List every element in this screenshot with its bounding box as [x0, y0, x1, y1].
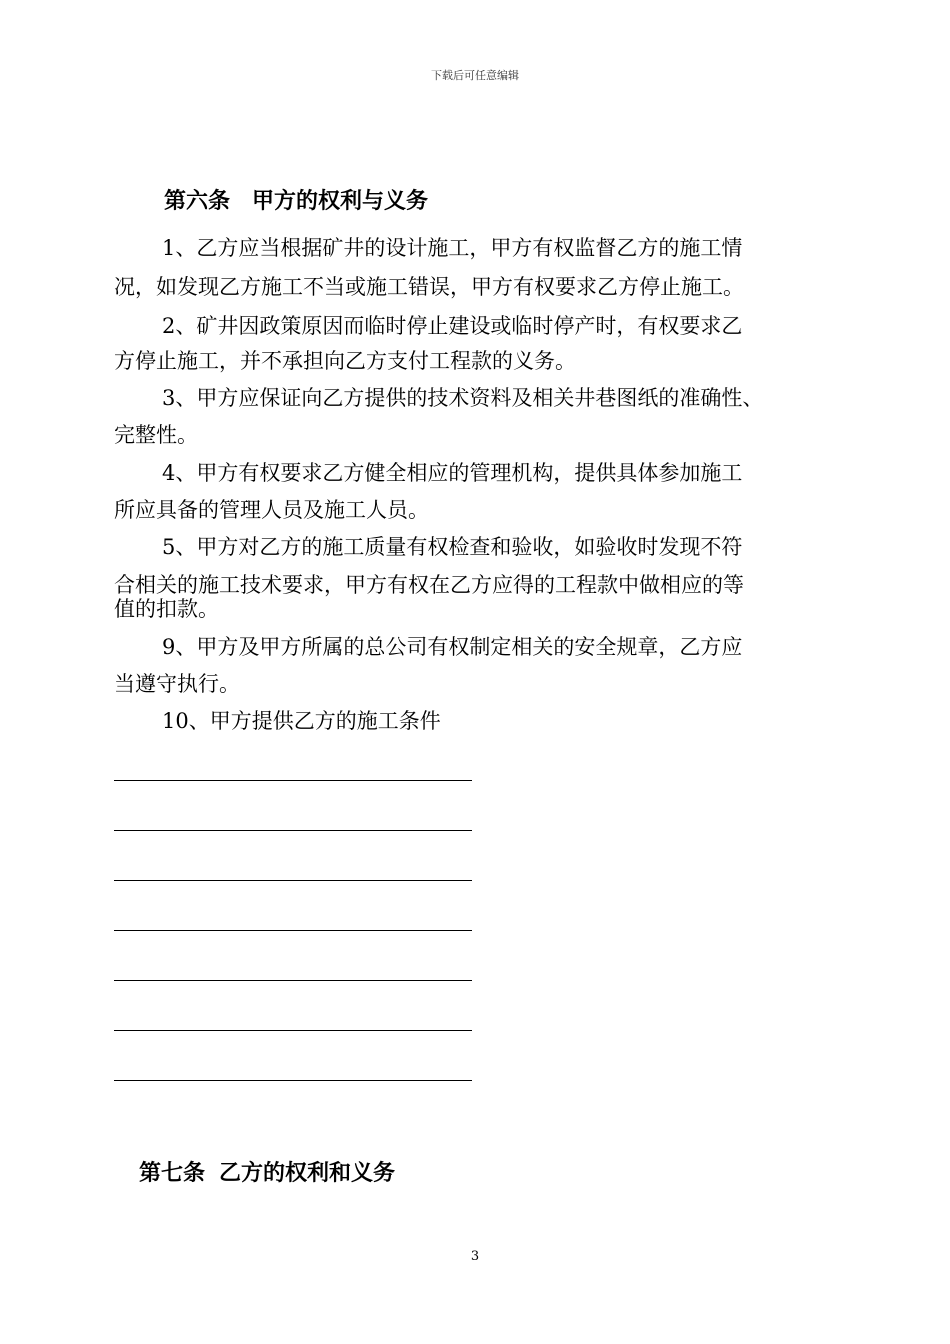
paragraph-line: 方停止施工，并不承担向乙方支付工程款的义务。 [114, 349, 576, 373]
paragraph-line: 况，如发现乙方施工不当或施工错误，甲方有权要求乙方停止施工。 [114, 275, 744, 299]
fill-in-blank-line[interactable] [114, 930, 472, 931]
fill-in-blank-line[interactable] [114, 830, 472, 831]
paragraph-line: 当遵守执行。 [114, 672, 240, 696]
header-note: 下载后可任意编辑 [431, 69, 519, 82]
article-7-number: 第七条 [139, 1160, 206, 1186]
paragraph-line: 9、甲方及甲方所属的总公司有权制定相关的安全规章，乙方应 [162, 635, 743, 659]
paragraph-line: 10、甲方提供乙方的施工条件 [162, 709, 441, 733]
page-number: 3 [470, 1249, 480, 1264]
article-6-heading [164, 184, 428, 215]
fill-in-blank-line[interactable] [114, 1080, 472, 1081]
article-7-heading [139, 1156, 395, 1187]
paragraph-line: 所应具备的管理人员及施工人员。 [114, 498, 429, 522]
paragraph-line: 1、乙方应当根据矿井的设计施工，甲方有权监督乙方的施工情 [162, 236, 743, 260]
fill-in-blank-line[interactable] [114, 780, 472, 781]
article-6-number: 第六条 [164, 188, 231, 214]
paragraph-line: 完整性。 [114, 423, 198, 447]
article-6-title: 甲方的权利与义务 [252, 188, 429, 214]
fill-in-blank-line[interactable] [114, 880, 472, 881]
paragraph-line: 合相关的施工技术要求，甲方有权在乙方应得的工程款中做相应的等 [114, 573, 744, 597]
paragraph-line: 值的扣款。 [114, 597, 219, 621]
fill-in-blank-line[interactable] [114, 1030, 472, 1031]
fill-in-blank-line[interactable] [114, 980, 472, 981]
paragraph-line: 4、甲方有权要求乙方健全相应的管理机构，提供具体参加施工 [162, 461, 743, 485]
paragraph-line: 2、矿井因政策原因而临时停止建设或临时停产时，有权要求乙 [162, 314, 743, 338]
paragraph-line: 3、甲方应保证向乙方提供的技术资料及相关井巷图纸的准确性、 [162, 386, 764, 410]
article-7-title: 乙方的权利和义务 [219, 1160, 396, 1186]
paragraph-line: 5、甲方对乙方的施工质量有权检查和验收，如验收时发现不符 [162, 535, 743, 559]
